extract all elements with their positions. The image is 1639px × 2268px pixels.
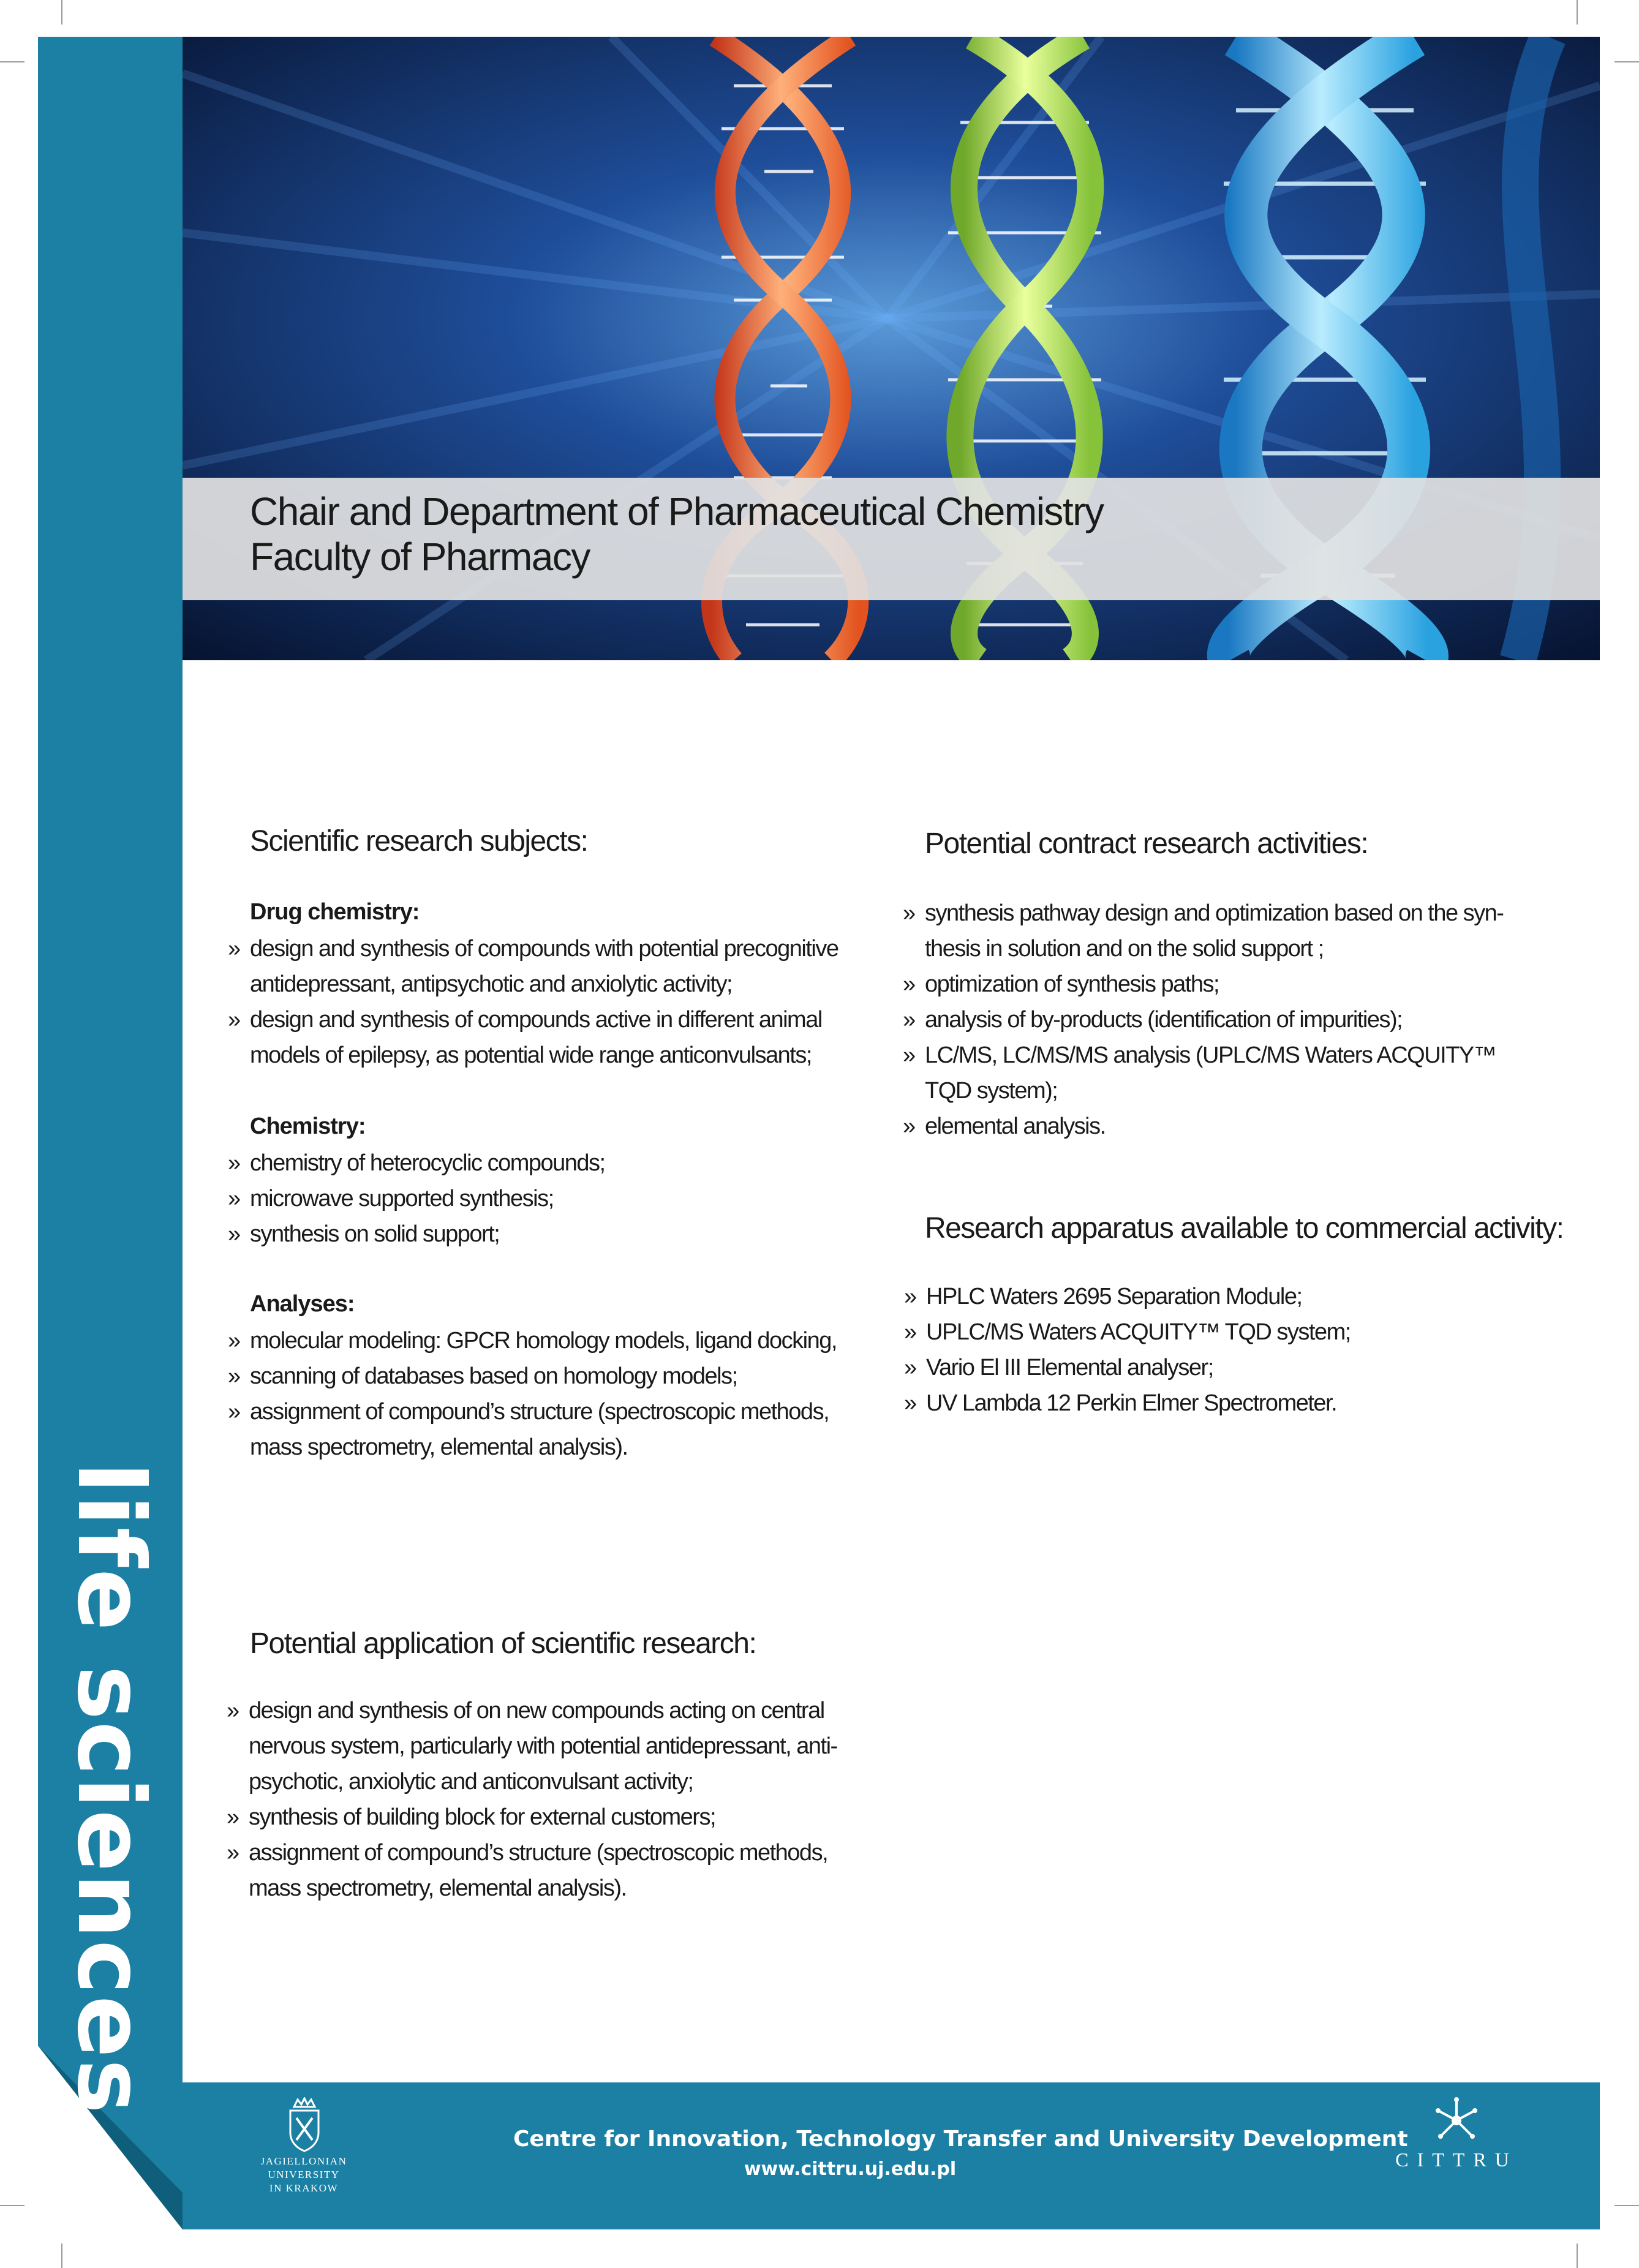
list-item bbox=[227, 1835, 861, 1906]
list-item bbox=[228, 1181, 862, 1216]
crop-mark bbox=[0, 2205, 24, 2206]
analyses-title: Analyses: bbox=[250, 1291, 355, 1317]
list-item bbox=[227, 1693, 861, 1799]
list-item-text: TQD system); bbox=[925, 1078, 1058, 1104]
list-item-text: design and synthesis of on new compounds acting on central bbox=[249, 1698, 824, 1724]
uj-name-line: IN KRAKOW bbox=[269, 2182, 339, 2194]
list-item-text: models of epilepsy, as potential wide range anticonvulsants; bbox=[250, 1042, 812, 1068]
sidebar-label: life sciences bbox=[57, 1461, 164, 2115]
chemistry-title: Chemistry: bbox=[250, 1113, 366, 1139]
list-item-text: analysis of by-products (identification of impurities); bbox=[925, 1007, 1403, 1033]
list-item bbox=[903, 1109, 1537, 1144]
footer-band bbox=[183, 2082, 1600, 2229]
bullet-mark: » bbox=[227, 1804, 239, 1830]
list-item bbox=[904, 1350, 1539, 1385]
jagiellonian-crest-icon bbox=[283, 2097, 326, 2152]
list-item-text: optimization of synthesis paths; bbox=[925, 971, 1219, 997]
list-item-text: molecular modeling: GPCR homology models, ligand docking, bbox=[250, 1328, 837, 1354]
list-item-text: design and synthesis of compounds with potential precognitive bbox=[250, 936, 838, 962]
bullet-mark: » bbox=[228, 1328, 240, 1354]
bullet-mark: » bbox=[904, 1319, 916, 1345]
list-item-text: assignment of compound’s structure (spectroscopic methods, bbox=[250, 1399, 829, 1425]
list-item bbox=[228, 1145, 862, 1181]
uj-name-line: JAGIELLONIAN UNIVERSITY bbox=[260, 2155, 347, 2180]
crop-mark bbox=[1577, 0, 1578, 24]
bullet-mark: » bbox=[904, 1284, 916, 1309]
bullet-mark: » bbox=[228, 1186, 240, 1211]
bullet-mark: » bbox=[228, 1221, 240, 1247]
list-item-text: design and synthesis of compounds active in different animal bbox=[250, 1007, 822, 1033]
bullet-mark: » bbox=[903, 1113, 915, 1139]
research-subjects-heading: Scientific research subjects: bbox=[250, 825, 588, 857]
list-item bbox=[228, 931, 862, 1002]
list-item bbox=[904, 1385, 1539, 1421]
bullet-mark: » bbox=[228, 1150, 240, 1176]
bullet-mark: » bbox=[903, 971, 915, 997]
crop-mark bbox=[61, 2244, 62, 2268]
crop-mark bbox=[1577, 2244, 1578, 2268]
bullet-mark: » bbox=[904, 1355, 916, 1381]
list-item-text: synthesis pathway design and optimization based on the syn- bbox=[925, 900, 1504, 926]
crop-mark bbox=[61, 0, 62, 24]
list-item-text: nervous system, particularly with potential antidepressant, anti- bbox=[249, 1733, 837, 1759]
bullet-mark: » bbox=[228, 1007, 240, 1033]
apparatus-heading: Research apparatus available to commercial activity: bbox=[925, 1212, 1564, 1245]
list-item-text: synthesis of building block for external customers; bbox=[249, 1804, 716, 1830]
list-item bbox=[227, 1799, 861, 1835]
list-item-text: thesis in solution and on the solid support ; bbox=[925, 936, 1324, 962]
bullet-mark: » bbox=[227, 1698, 239, 1724]
list-item bbox=[228, 1394, 862, 1465]
list-item-text: LC/MS, LC/MS/MS analysis (UPLC/MS Waters ACQUITY™ bbox=[925, 1042, 1496, 1068]
page-title: Chair and Department of Pharmaceutical Chemistry bbox=[250, 489, 1104, 533]
bullet-mark: » bbox=[228, 936, 240, 962]
uj-logo-text bbox=[224, 2155, 383, 2195]
crop-mark bbox=[0, 61, 24, 62]
list-item-text: mass spectrometry, elemental analysis). bbox=[249, 1875, 627, 1901]
list-item-text: microwave supported synthesis; bbox=[250, 1186, 554, 1211]
cittru-logo-text: CITTRU bbox=[1395, 2149, 1518, 2171]
list-item bbox=[904, 1314, 1539, 1350]
footer-url[interactable]: www.cittru.uj.edu.pl bbox=[744, 2158, 957, 2180]
list-item bbox=[228, 1323, 862, 1358]
list-item bbox=[903, 966, 1537, 1002]
list-item-text: UPLC/MS Waters ACQUITY™ TQD system; bbox=[926, 1319, 1351, 1345]
list-item bbox=[904, 1279, 1539, 1314]
bullet-mark: » bbox=[903, 1007, 915, 1033]
list-item bbox=[903, 1002, 1537, 1038]
list-item-text: chemistry of heterocyclic compounds; bbox=[250, 1150, 605, 1176]
list-item bbox=[903, 895, 1537, 966]
crop-mark bbox=[1615, 2205, 1639, 2206]
crop-mark bbox=[1615, 61, 1639, 62]
drug-chemistry-title: Drug chemistry: bbox=[250, 899, 420, 925]
bullet-mark: » bbox=[227, 1840, 239, 1866]
list-item bbox=[903, 1038, 1537, 1109]
list-item-text: synthesis on solid support; bbox=[250, 1221, 500, 1247]
list-item bbox=[228, 1358, 862, 1394]
list-item bbox=[228, 1002, 862, 1073]
page-subtitle: Faculty of Pharmacy bbox=[250, 535, 590, 579]
bullet-mark: » bbox=[228, 1399, 240, 1425]
bullet-mark: » bbox=[228, 1363, 240, 1389]
cittru-star-icon bbox=[1432, 2096, 1481, 2145]
applications-heading: Potential application of scientific research: bbox=[250, 1627, 756, 1660]
list-item-text: antidepressant, antipsychotic and anxiolytic activity; bbox=[250, 971, 733, 997]
list-item-text: scanning of databases based on homology models; bbox=[250, 1363, 737, 1389]
bullet-mark: » bbox=[903, 900, 915, 926]
bullet-mark: » bbox=[903, 1042, 915, 1068]
list-item bbox=[228, 1216, 862, 1252]
list-item-text: mass spectrometry, elemental analysis). bbox=[250, 1434, 628, 1460]
list-item-text: HPLC Waters 2695 Separation Module; bbox=[926, 1284, 1302, 1309]
bullet-mark: » bbox=[904, 1390, 916, 1416]
footer-title: Centre for Innovation, Technology Transfer and University Development bbox=[513, 2127, 1408, 2152]
contract-activities-heading: Potential contract research activities: bbox=[925, 827, 1368, 860]
list-item-text: psychotic, anxiolytic and anticonvulsant activity; bbox=[249, 1769, 693, 1795]
list-item-text: UV Lambda 12 Perkin Elmer Spectrometer. bbox=[926, 1390, 1337, 1416]
list-item-text: assignment of compound’s structure (spectroscopic methods, bbox=[249, 1840, 828, 1866]
list-item-text: Vario El III Elemental analyser; bbox=[926, 1355, 1213, 1381]
list-item-text: elemental analysis. bbox=[925, 1113, 1106, 1139]
